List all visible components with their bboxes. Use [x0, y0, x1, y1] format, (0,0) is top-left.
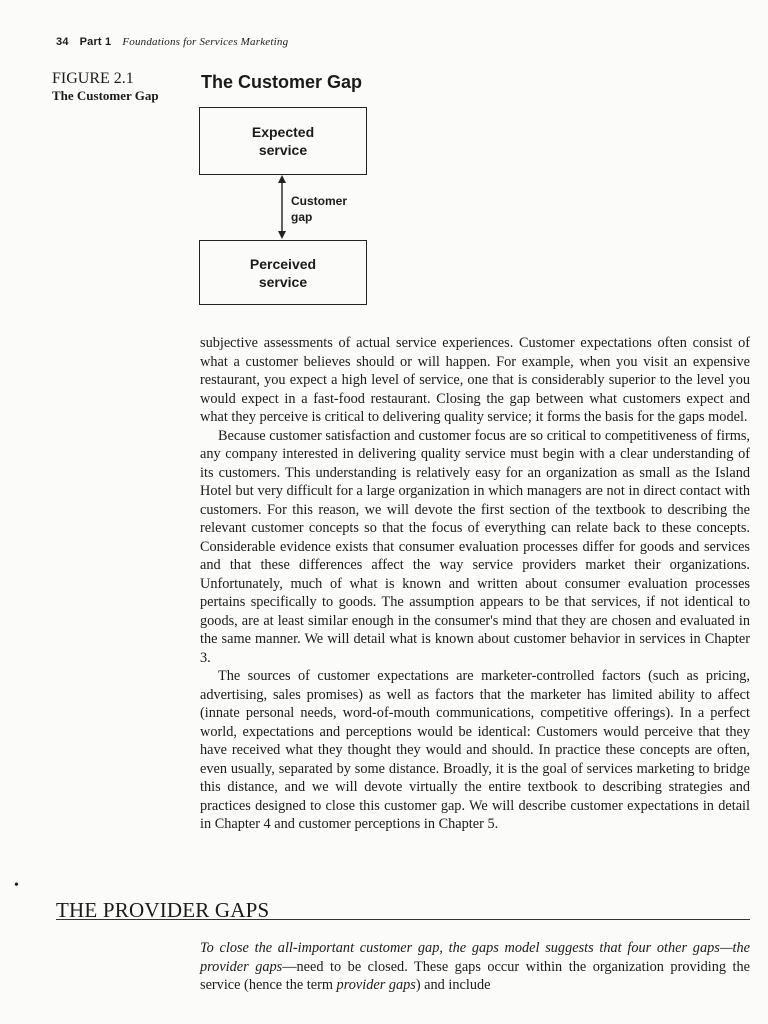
paragraph-3: The sources of customer expectations are marketer-controlled factors (such as pricing, advertising, sales promises) as well as factors that the marketer has limited ability to affect (innate personal needs, word-of-mouth communications, competitive offerings). In a perfect world, expectations and perceptions would be identical: Customers would perceive that they have received what they thought they would and should. In practice these concepts are often, even usually, separated by some distance. Broadly, it is the goal of services marketing to bridge this distance, and we will devote virtually the entire textbook to describing strategies and practices designed to close this customer gap. We will describe customer expectations in detail in Chapter 4 and customer perceptions in Chapter 5. — [200, 668, 750, 832]
expected-service-box — [199, 107, 367, 175]
section-rule — [56, 919, 750, 920]
figure-caption: The Customer Gap — [52, 88, 159, 103]
intro-emphasis-1: provider gaps — [200, 958, 283, 975]
section-heading: THE PROVIDER GAPS — [56, 898, 270, 922]
body-text — [200, 334, 750, 834]
paragraph-1: subjective assessments of actual service experiences. Customer expectations often consist of what a customer believes should or will happen. For example, when you visit an expensive restaurant, you expect a high level of service, one that is considerably superior to the level you would expect in a fast-food restaurant. Closing the gap between what customers expect and what they perceive is critical to delivering quality service; it forms the basis for the gaps model. — [200, 335, 750, 425]
figure-title: The Customer Gap — [201, 72, 363, 92]
margin-mark: • — [14, 878, 19, 893]
intro-emphasis-2: provider gaps — [336, 977, 416, 993]
gap-label-line1: Customer — [291, 194, 348, 208]
paragraph-2: Because customer satisfaction and customer focus are so critical to competitiveness of firms, any company interested in delivering quality service must begin with a clear understanding of its customers. This understanding is relatively easy for an organization as small as the Island Hotel but very difficult for a large organization in which managers are not in direct contact with customers. For this reason, we will devote the first section of the textbook to describing the relevant customer concepts so that the focus of everything can relate back to these concepts. Considerable evidence exists that consumer evaluation processes differ for goods and services and that these differences affect the way service providers market their organizations. Unfortunately, much of what is known and written about consumer evaluation processes pertains specifically to goods. The assumption appears to be that services, if not identical to goods, are at least similar enough in the consumer's mind that they are chosen and evaluated in the same manner. We will detail what is known about customer behavior in services in Chapter 3. — [200, 427, 750, 666]
section-intro-paragraph — [200, 939, 750, 995]
expected-service-line1: Expected — [251, 124, 315, 140]
part-label: Part 1 — [79, 36, 112, 48]
double-arrow-icon — [276, 175, 288, 239]
running-head — [56, 36, 288, 48]
gap-label-line2: gap — [291, 210, 313, 224]
figure-number: FIGURE 2.1 — [52, 70, 134, 87]
perceived-service-line2: service — [258, 273, 308, 290]
expected-service-line2: service — [258, 142, 308, 158]
figure-label — [52, 70, 159, 104]
intro-text-3: ) and include — [415, 977, 491, 993]
customer-gap-label — [291, 193, 347, 225]
perceived-service-line1: Perceived — [249, 255, 317, 272]
perceived-service-box — [199, 240, 367, 305]
intro-text-1: To close the all-important customer gap, the gaps model suggests that four other gaps—the — [200, 940, 750, 956]
intro-text-2: —need to be closed. These gaps occur within the organization providing the service (hence the term — [200, 958, 750, 993]
page-number: 34 — [56, 36, 69, 48]
section-intro — [200, 939, 750, 995]
book-part-title: Foundations for Services Marketing — [122, 36, 289, 48]
